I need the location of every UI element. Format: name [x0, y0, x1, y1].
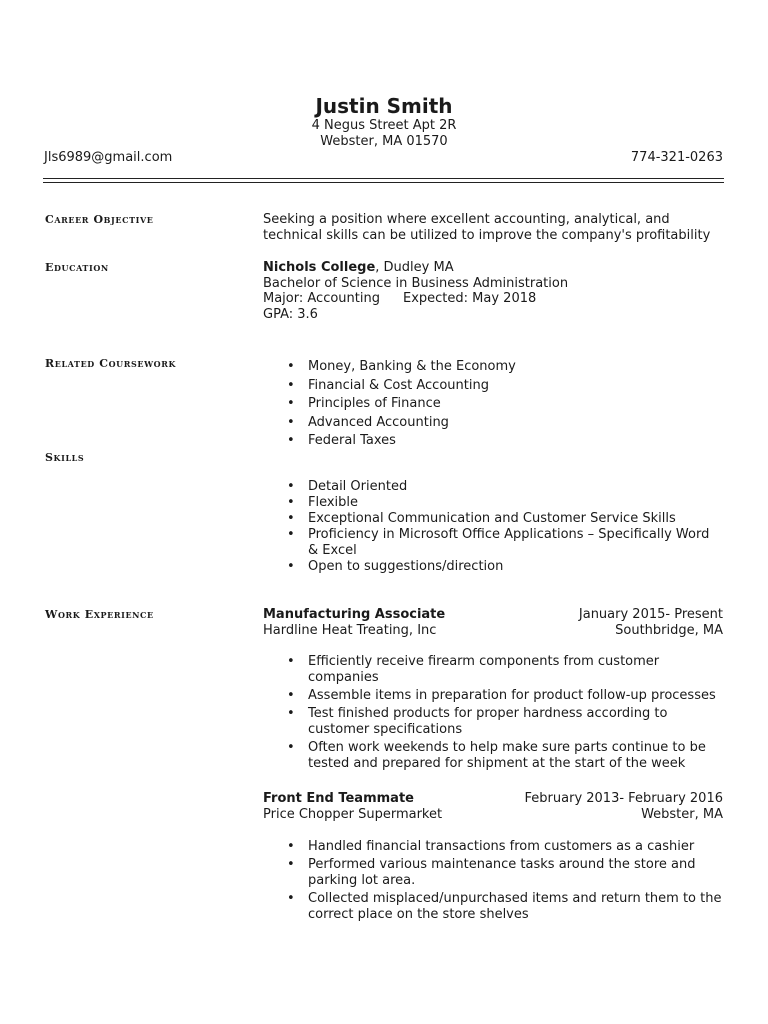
- education-major: Major: Accounting: [263, 291, 380, 306]
- job-bullet: • Efficiently receive firearm components from customer companies: [263, 654, 723, 686]
- header-divider-thick: [43, 178, 724, 179]
- job-title: Manufacturing Associate: [263, 607, 446, 622]
- coursework-item: • Money, Banking & the Economy: [263, 359, 723, 375]
- header-divider-thin: [43, 182, 724, 183]
- skill-item: • Flexible: [263, 495, 723, 511]
- address-line-2: Webster, MA 01570: [320, 134, 448, 149]
- school-name: Nichols College: [263, 260, 376, 275]
- school-location: , Dudley MA: [375, 260, 454, 275]
- education-school-line: [263, 260, 723, 276]
- job-bullet: • Handled financial transactions from customers as a cashier: [263, 839, 723, 855]
- job-bullets: [263, 839, 723, 923]
- job-dates: February 2013- February 2016: [524, 791, 723, 806]
- job-bullet: • Test finished products for proper hardness according to customer specifications: [263, 706, 723, 738]
- job-bullets: [263, 654, 723, 772]
- job-bullet: • Assemble items in preparation for product follow-up processes: [263, 688, 723, 704]
- skills-list: [263, 479, 723, 575]
- skill-item: • Open to suggestions/direction: [263, 559, 723, 575]
- job-title: Front End Teammate: [263, 791, 414, 806]
- skill-item: • Detail Oriented: [263, 479, 723, 495]
- education-gpa: GPA: 3.6: [263, 307, 318, 322]
- applicant-name: Justin Smith: [315, 94, 453, 118]
- job-company: Hardline Heat Treating, Inc: [263, 623, 437, 638]
- coursework-item: • Federal Taxes: [263, 433, 723, 449]
- email-address[interactable]: Jls6989@gmail.com: [44, 150, 173, 165]
- section-heading-education: Education: [45, 261, 109, 274]
- skill-item: • Proficiency in Microsoft Office Applications – Specifically Word & Excel: [263, 527, 723, 559]
- phone-number: 774-321-0263: [630, 150, 723, 165]
- section-heading-coursework: Related Coursework: [45, 357, 177, 370]
- coursework-item: • Financial & Cost Accounting: [263, 378, 723, 394]
- section-heading-career-objective: Career Objective: [45, 213, 154, 226]
- job-bullet: • Collected misplaced/unpurchased items and return them to the correct place on the store shelves: [263, 891, 723, 923]
- section-heading-skills: Skills: [45, 451, 85, 464]
- job-location: Southbridge, MA: [615, 623, 723, 638]
- job-location: Webster, MA: [641, 807, 723, 822]
- job-bullet: • Often work weekends to help make sure parts continue to be tested and prepared for shipment at the start of the week: [263, 740, 723, 772]
- section-heading-work-experience: Work Experience: [45, 608, 154, 621]
- job-company: Price Chopper Supermarket: [263, 807, 443, 822]
- job-bullet: • Performed various maintenance tasks around the store and parking lot area.: [263, 857, 723, 889]
- skill-item: • Exceptional Communication and Customer Service Skills: [263, 511, 723, 527]
- coursework-list: [263, 359, 723, 449]
- coursework-item: • Principles of Finance: [263, 396, 723, 412]
- education-degree: Bachelor of Science in Business Administration: [263, 276, 569, 291]
- job-dates: January 2015- Present: [578, 607, 723, 622]
- education-expected: Expected: May 2018: [403, 291, 537, 306]
- career-objective-text: Seeking a position where excellent accounting, analytical, and technical skills can be utilized to improve the company's profitability: [263, 212, 711, 243]
- coursework-item: • Advanced Accounting: [263, 415, 723, 431]
- address-line-1: 4 Negus Street Apt 2R: [311, 118, 457, 133]
